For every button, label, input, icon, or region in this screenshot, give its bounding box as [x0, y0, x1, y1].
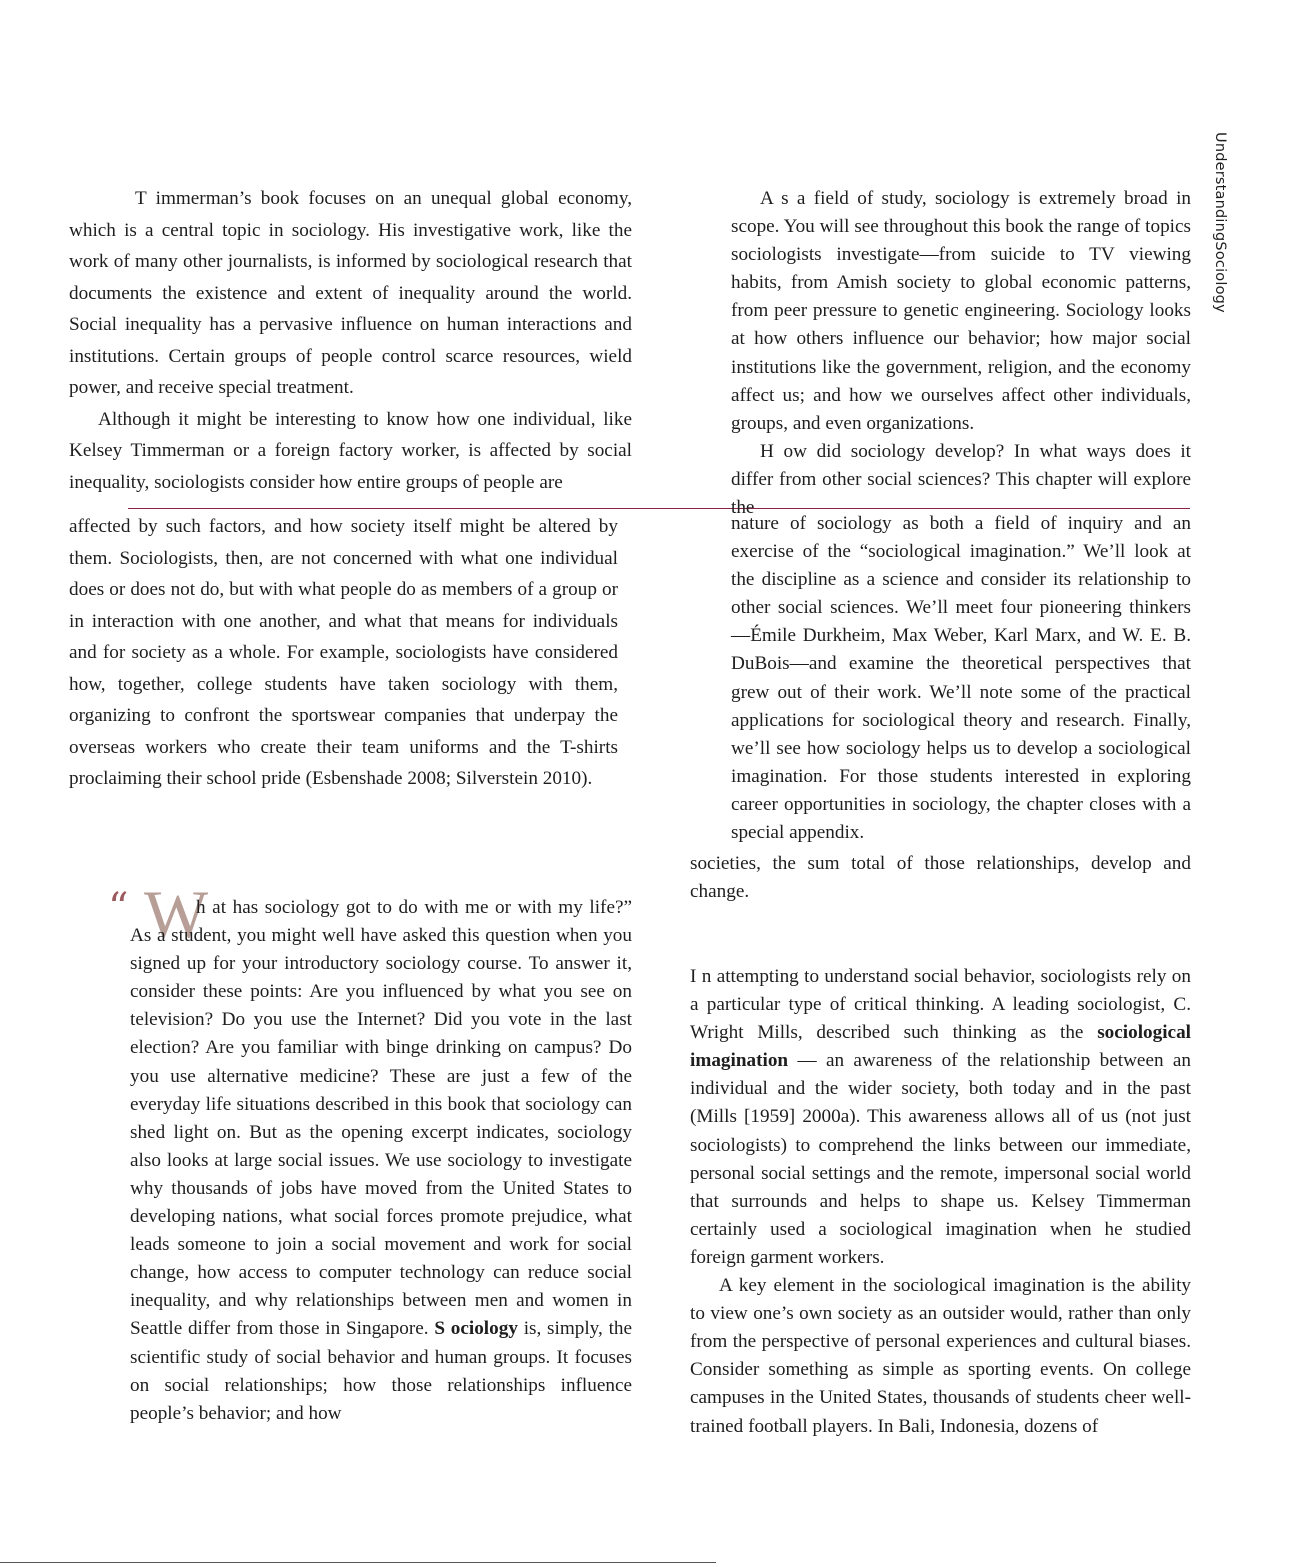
left-bottom-text [130, 894, 632, 1428]
left-top-text [69, 183, 632, 498]
paragraph [130, 894, 632, 1428]
paragraph: A s a field of study, sociology is extremely broad in scope. You will see throughout this book the range of topics sociologists investigate—from suicide to TV viewing habits, from Amish society to global economic patterns, from peer pressure to genetic engineering. Sociology looks at how others influence our behavior; how major social institutions like the government, religion, and the economy affect us; and how we ourselves affect other individuals, groups, and even organizations. [731, 188, 1191, 434]
paragraph: A key element in the sociological imagination is the ability to view one’s own society as an outsider would, rather than only from the perspective of personal experiences and cultural biases. Consider something as simple as sporting events. On college campuses in the United States, thousands of students cheer well-trained football players. In Bali, Indonesia, dozens of [690, 1275, 1191, 1437]
running-head: UnderstandingSociology [1212, 132, 1228, 313]
key-term-sociological-imagination: sociological imagination [690, 1022, 1191, 1072]
paragraph: affected by such factors, and how society itself might be altered by them. Sociologists, then, are not concerned with what one individual does or does not do, but with what people do as members of a group or in interaction with one another, and what that means for individuals and for society as a whole. For example, sociologists have considered how, together, college students have taken sociology with them, organizing to confront the sportswear companies that underpay the overseas workers who create their team uniforms and the T-shirts proclaiming their school pride (Esbenshade 2008; Silverstein 2010). [69, 516, 618, 789]
right-bottom-text [690, 963, 1191, 1441]
paragraph [690, 963, 1191, 1272]
key-term-sociology: S ociology [434, 1318, 518, 1340]
right-cont-text [690, 850, 1191, 906]
paragraph: societies, the sum total of those relationships, develop and change. [690, 853, 1191, 903]
paragraph: H ow did sociology develop? In what ways does it differ from other social sciences? This chapter will explore the [731, 440, 1191, 519]
page-edge-rule [0, 1562, 716, 1563]
text-run: I n attempting to understand social behavior, sociologists rely on a particular type of critical thinking. A leading sociologist, C. Wright Mills, described such thinking as the [690, 966, 1191, 1044]
left-mid-text [69, 511, 618, 795]
right-mid-text [731, 510, 1191, 847]
text-run: is, simply, the scientific study of social behavior and human groups. It focuses on social relationships; how those relationships influence people’s behavior; and how [130, 1318, 633, 1424]
drop-cap: W [144, 876, 209, 952]
paragraph: Although it might be interesting to know how one individual, like Kelsey Timmerman or a foreign factory worker, is affected by social inequality, sociologists consider how entire groups of people are [69, 408, 632, 493]
paragraph: nature of sociology as both a field of inquiry and an exercise of the “sociological imagination.” We’ll look at the discipline as a science and consider its relationship to other social sciences. We’ll meet four pioneering thinkers—Émile Durkheim, Max Weber, Karl Marx, and W. E. B. DuBois—and examine the theoretical perspectives that grew out of their work. We’ll note some of the practical applications for sociological theory and research. Finally, we’ll see how sociology helps us to develop a sociological imagination. For those students interested in exploring career opportunities in sociology, the chapter closes with a special appendix. [731, 513, 1191, 844]
quote-mark-icon: “ [108, 885, 129, 931]
text-run: h at has sociology got to do with me or with my life?” As a student, you might well have asked this question when you signed up for your introductory sociology course. To answer it, consider these points: Are you influenced by what you see on television? Do you use the Internet? Did you vote in the last election? Are you familiar with binge drinking on campus? Do you use alternative medicine? These are just a few of the everyday life situations described in this book that sociology can shed light on. But as the opening excerpt indicates, sociology also looks at large social issues. We use sociology to investigate why thousands of jobs have moved from the United States to developing nations, what social forces promote prejudice, what leads someone to join a social movement and work for social change, how access to computer technology can reduce social inequality, and why relationships between men and women in Seattle differ from those in Singapore. [130, 897, 632, 1340]
text-run: — an awareness of the relationship between an individual and the wider society, both today and in the past (Mills [1959] 2000a). This awareness allows all of us (not just sociologists) to comprehend the links between our immediate, personal social settings and the remote, impersonal social world that surrounds and helps to shape us. Kelsey Timmerman certainly used a sociological imagination when he studied foreign garment workers. [690, 1050, 1191, 1268]
right-top-text [731, 185, 1191, 522]
paragraph: T immerman’s book focuses on an unequal global economy, which is a central topic in sociology. His investigative work, like the work of many other journalists, is informed by sociological research that documents the existence and extent of inequality around the world. Social inequality has a pervasive influence on human interactions and institutions. Certain groups of people control scarce resources, wield power, and receive special treatment. [69, 188, 632, 398]
